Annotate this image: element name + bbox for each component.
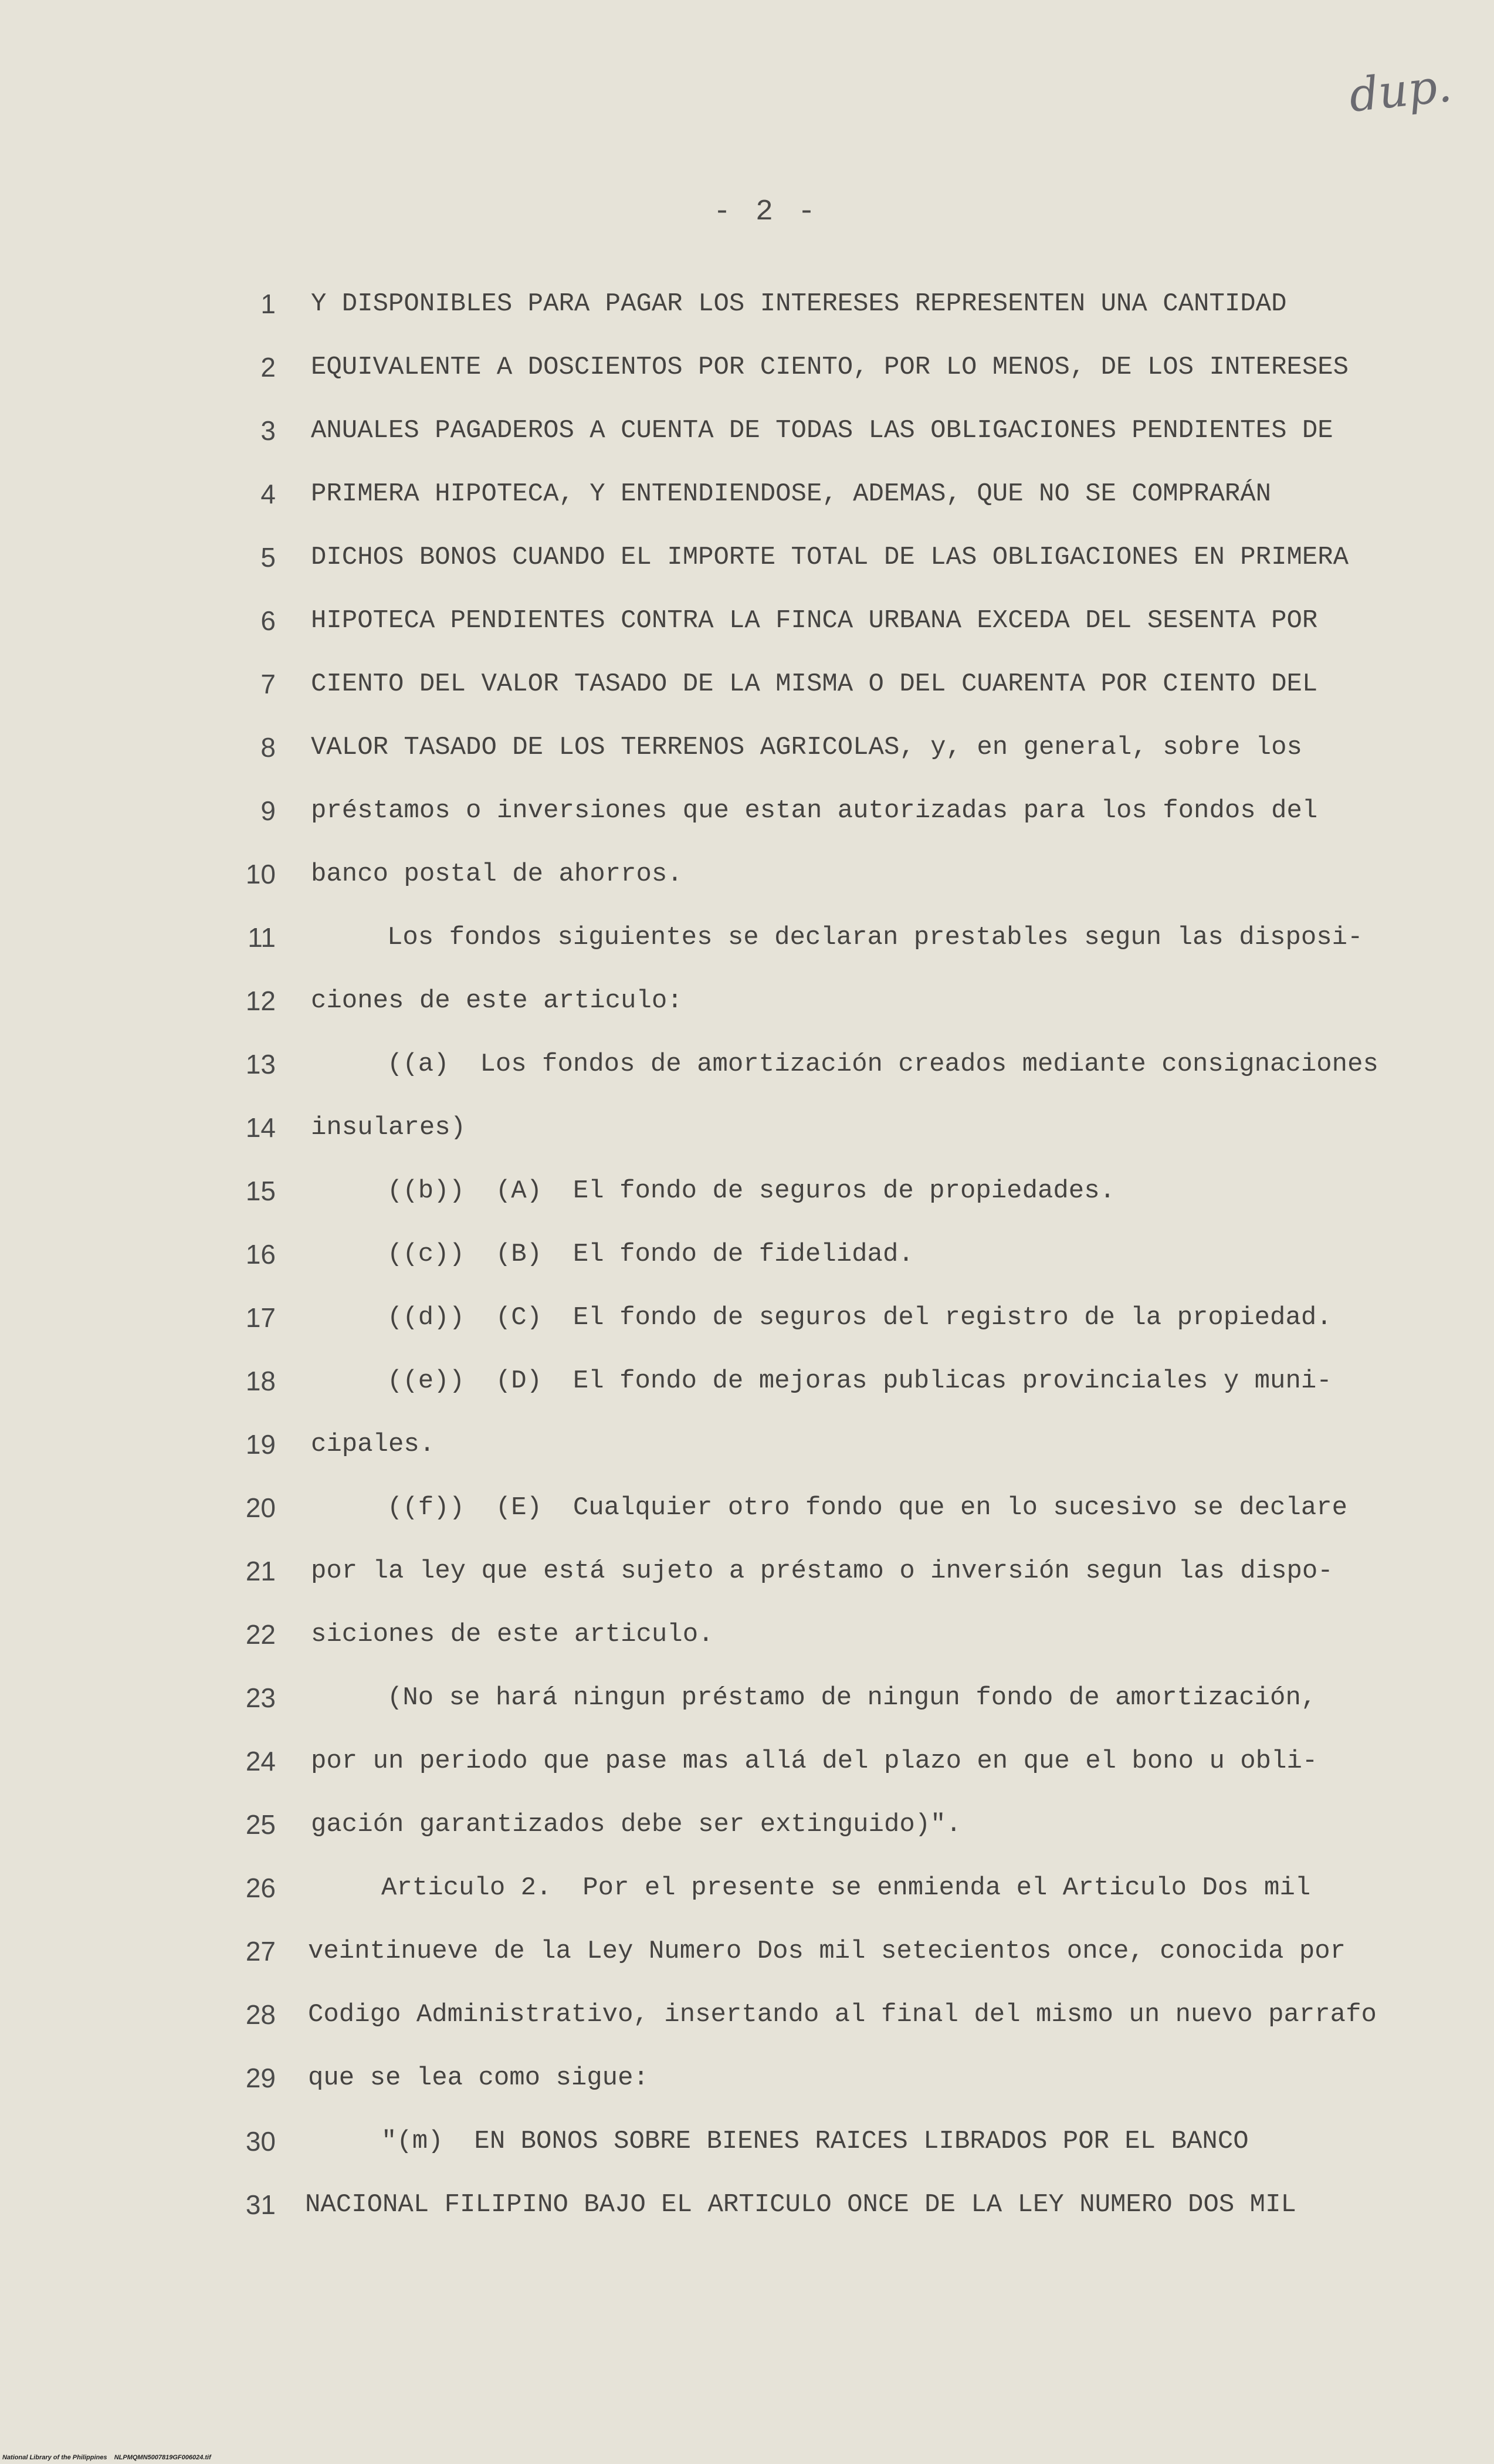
line-number: 6 — [260, 605, 276, 636]
line-number: 3 — [260, 415, 276, 446]
line-text: por la ley que está sujeto a préstamo o inversión segun las dispo- — [311, 1556, 1333, 1586]
line-text: ((e)) (D) El fondo de mejoras publicas provinciales y muni- — [387, 1366, 1332, 1396]
page-number: - 2 - — [713, 195, 819, 229]
line-text: "(m) EN BONOS SOBRE BIENES RAICES LIBRADOS POR EL BANCO — [381, 2127, 1249, 2156]
text-line — [0, 857, 1494, 903]
line-text: ((a) Los fondos de amortización creados mediante consignaciones — [387, 1050, 1378, 1079]
text-line — [0, 2124, 1494, 2171]
line-text: NACIONAL FILIPINO BAJO EL ARTICULO ONCE DE LA LEY NUMERO DOS MIL — [305, 2190, 1296, 2219]
text-line — [0, 286, 1494, 333]
line-number: 9 — [260, 796, 276, 826]
line-number: 10 — [245, 859, 276, 889]
text-line — [0, 1300, 1494, 1347]
line-text: insulares) — [311, 1113, 466, 1142]
text-line — [0, 1680, 1494, 1727]
text-line — [0, 1110, 1494, 1157]
text-line — [0, 1047, 1494, 1094]
text-line — [0, 1490, 1494, 1537]
line-text: ((c)) (B) El fondo de fidelidad. — [387, 1240, 914, 1269]
line-number: 15 — [245, 1176, 276, 1206]
line-text: cipales. — [311, 1430, 435, 1459]
line-number: 11 — [248, 922, 276, 953]
text-line — [0, 1997, 1494, 2044]
line-number: 27 — [245, 1936, 276, 1967]
line-text: Y DISPONIBLES PARA PAGAR LOS INTERESES REPRESENTEN UNA CANTIDAD — [311, 289, 1287, 319]
line-text: Codigo Administrativo, insertando al final del mismo un nuevo parrafo — [308, 2000, 1377, 2029]
text-line — [0, 2187, 1494, 2234]
text-line — [0, 413, 1494, 460]
line-text: gación garantizados debe ser extinguido)". — [311, 1810, 961, 1839]
line-text: veintinueve de la Ley Numero Dos mil setecientos once, conocida por — [308, 1937, 1346, 1966]
line-number: 5 — [260, 542, 276, 573]
line-text: que se lea como sigue: — [308, 2063, 649, 2093]
text-line — [0, 1807, 1494, 1854]
line-number: 24 — [245, 1746, 276, 1776]
text-line — [0, 476, 1494, 523]
text-line — [0, 1237, 1494, 1284]
line-text: PRIMERA HIPOTECA, Y ENTENDIENDOSE, ADEMAS, QUE NO SE COMPRARÁN — [311, 479, 1272, 509]
text-line — [0, 350, 1494, 397]
line-text: ((d)) (C) El fondo de seguros del registro de la propiedad. — [387, 1303, 1332, 1332]
line-number: 12 — [245, 986, 276, 1016]
text-line — [0, 603, 1494, 650]
line-text: por un periodo que pase mas allá del plazo en que el bono u obli- — [311, 1747, 1318, 1776]
line-number: 1 — [260, 289, 276, 319]
line-number: 14 — [245, 1112, 276, 1143]
text-line — [0, 793, 1494, 840]
text-line — [0, 1617, 1494, 1664]
line-number: 20 — [245, 1492, 276, 1523]
text-line — [0, 2060, 1494, 2107]
line-text: Articulo 2. Por el presente se enmienda el Articulo Dos mil — [381, 1873, 1311, 1903]
line-number: 21 — [245, 1556, 276, 1586]
line-number: 2 — [260, 352, 276, 383]
text-line — [0, 1553, 1494, 1600]
line-number: 30 — [245, 2126, 276, 2157]
line-number: 29 — [245, 2063, 276, 2093]
line-number: 4 — [260, 479, 276, 509]
line-text: ((b)) (A) El fondo de seguros de propiedades. — [387, 1176, 1116, 1206]
line-text: VALOR TASADO DE LOS TERRENOS AGRICOLAS, y, en general, sobre los — [311, 733, 1302, 762]
line-number: 25 — [245, 1809, 276, 1840]
line-text: banco postal de ahorros. — [311, 859, 683, 889]
line-number: 22 — [245, 1619, 276, 1650]
line-text: préstamos o inversiones que estan autorizadas para los fondos del — [311, 796, 1318, 825]
text-line — [0, 730, 1494, 777]
text-line — [0, 1173, 1494, 1220]
line-text: ciones de este articulo: — [311, 986, 683, 1016]
line-text: (No se hará ningun préstamo de ningun fondo de amortización, — [387, 1683, 1317, 1712]
line-number: 8 — [260, 732, 276, 763]
text-line — [0, 1870, 1494, 1917]
line-number: 7 — [260, 669, 276, 699]
line-number: 16 — [245, 1239, 276, 1270]
line-number: 28 — [245, 1999, 276, 2030]
line-text: Los fondos siguientes se declaran prestables segun las disposi- — [387, 923, 1363, 952]
line-text: EQUIVALENTE A DOSCIENTOS POR CIENTO, POR LO MENOS, DE LOS INTERESES — [311, 353, 1349, 382]
line-text: ((f)) (E) Cualquier otro fondo que en lo sucesivo se declare — [387, 1493, 1348, 1522]
text-line — [0, 1744, 1494, 1791]
line-number: 23 — [245, 1683, 276, 1713]
line-number: 18 — [245, 1366, 276, 1396]
text-line — [0, 1934, 1494, 1981]
archive-footer: National Library of the Philippines NLPMQMN5007819GF006024.tif — [2, 2454, 211, 2461]
text-line — [0, 983, 1494, 1030]
text-line — [0, 1427, 1494, 1474]
line-number: 17 — [245, 1302, 276, 1333]
line-text: CIENTO DEL VALOR TASADO DE LA MISMA O DEL CUARENTA POR CIENTO DEL — [311, 669, 1318, 699]
line-number: 13 — [245, 1049, 276, 1079]
line-text: siciones de este articulo. — [311, 1620, 714, 1649]
handwritten-annotation: dup. — [1346, 59, 1455, 123]
text-line — [0, 666, 1494, 713]
line-text: DICHOS BONOS CUANDO EL IMPORTE TOTAL DE LAS OBLIGACIONES EN PRIMERA — [311, 543, 1349, 572]
line-number: 26 — [245, 1873, 276, 1903]
text-line — [0, 540, 1494, 587]
line-text: ANUALES PAGADEROS A CUENTA DE TODAS LAS OBLIGACIONES PENDIENTES DE — [311, 416, 1333, 445]
line-number: 31 — [245, 2189, 276, 2220]
text-line — [0, 1363, 1494, 1410]
line-text: HIPOTECA PENDIENTES CONTRA LA FINCA URBANA EXCEDA DEL SESENTA POR — [311, 606, 1318, 635]
text-line — [0, 920, 1494, 967]
line-number: 19 — [245, 1429, 276, 1460]
